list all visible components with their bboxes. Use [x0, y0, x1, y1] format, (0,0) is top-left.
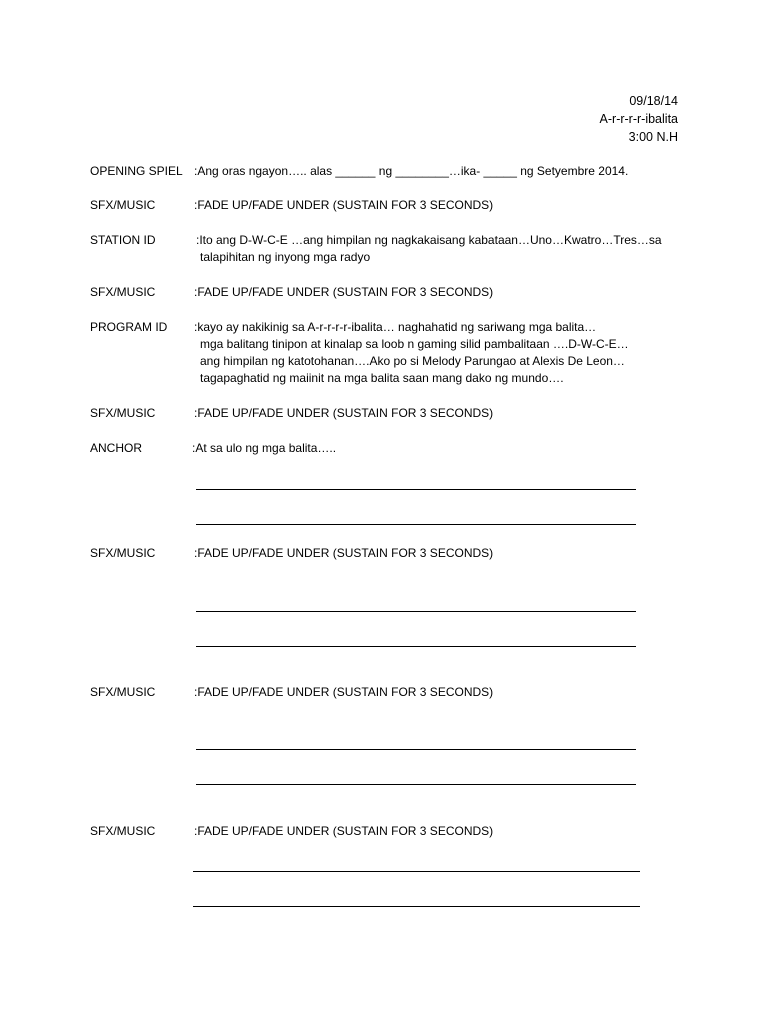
row-line: mga balitang tinipon at kinalap sa loob n gaming silid pambalitaan ….D-W-C-E… [200, 337, 629, 351]
row-content [194, 319, 684, 387]
row-content [194, 163, 684, 180]
row-content [196, 232, 686, 266]
header-program-name: A-r-r-r-r-ibalita [599, 112, 678, 126]
row-label: OPENING SPIEL [90, 164, 183, 178]
row-content [194, 405, 684, 422]
row-content [194, 823, 684, 840]
fill-in-blank-line [196, 646, 636, 647]
row-content [194, 197, 684, 214]
header-date: 09/18/14 [629, 94, 678, 108]
row-line: :FADE UP/FADE UNDER (SUSTAIN FOR 3 SECONDS) [194, 285, 494, 299]
row-line: tagapaghatid ng maiinit na mga balita saan mang dako ng mundo…. [200, 371, 564, 385]
row-line: :At sa ulo ng mga balita….. [192, 441, 337, 455]
row-label: SFX/MUSIC [90, 824, 156, 838]
row-content [192, 440, 682, 457]
fill-in-blank-line [193, 906, 640, 907]
fill-in-blank-line [196, 611, 636, 612]
row-content [194, 284, 684, 301]
row-line: talapihitan ng inyong mga radyo [200, 250, 371, 264]
row-label: SFX/MUSIC [90, 198, 156, 212]
fill-in-blank-line [196, 784, 636, 785]
fill-in-blank-line [193, 871, 640, 872]
row-label: STATION ID [90, 233, 156, 247]
row-line: :Ito ang D-W-C-E …ang himpilan ng nagkakaisang kabataan…Uno…Kwatro…Tres…sa [196, 233, 662, 247]
fill-in-blank-line [196, 489, 636, 490]
row-label: SFX/MUSIC [90, 285, 156, 299]
row-line: :Ang oras ngayon….. alas ______ ng ________…ika- _____ ng Setyembre 2014. [194, 164, 629, 178]
row-line: :FADE UP/FADE UNDER (SUSTAIN FOR 3 SECONDS) [194, 546, 494, 560]
row-content [194, 684, 684, 701]
row-label: PROGRAM ID [90, 320, 168, 334]
row-label: SFX/MUSIC [90, 685, 156, 699]
row-content [194, 545, 684, 562]
row-line: :FADE UP/FADE UNDER (SUSTAIN FOR 3 SECONDS) [194, 198, 494, 212]
header-time: 3:00 N.H [628, 130, 678, 144]
row-line: :kayo ay nakikinig sa A-r-r-r-r-ibalita… naghahatid ng sariwang mga balita… [194, 320, 597, 334]
fill-in-blank-line [196, 749, 636, 750]
row-label: ANCHOR [90, 441, 143, 455]
row-label: SFX/MUSIC [90, 406, 156, 420]
fill-in-blank-line [196, 524, 636, 525]
row-line: :FADE UP/FADE UNDER (SUSTAIN FOR 3 SECONDS) [194, 685, 494, 699]
script-header [600, 92, 678, 146]
row-line: :FADE UP/FADE UNDER (SUSTAIN FOR 3 SECONDS) [194, 824, 494, 838]
row-line: :FADE UP/FADE UNDER (SUSTAIN FOR 3 SECONDS) [194, 406, 494, 420]
row-line: ang himpilan ng katotohanan….Ako po si Melody Parungao at Alexis De Leon… [200, 354, 625, 368]
row-label: SFX/MUSIC [90, 546, 156, 560]
